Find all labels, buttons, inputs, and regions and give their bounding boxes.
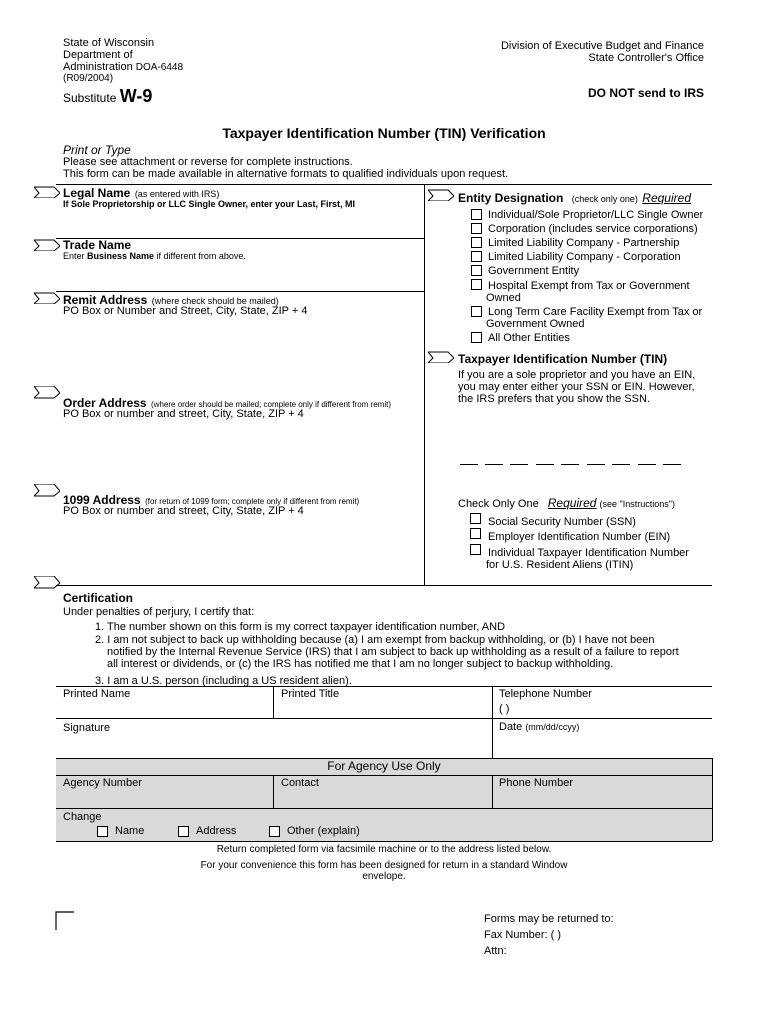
signature-field[interactable] — [63, 735, 488, 755]
address-1099-label: 1099 Address — [63, 493, 141, 507]
change-checkbox-name[interactable] — [97, 826, 108, 837]
entity-option-hospital-cont: Owned — [486, 292, 521, 304]
legal-name-sub: If Sole Proprietorship or LLC Single Owner, enter your Last, First, MI — [63, 199, 356, 209]
window-corner-mark-icon — [55, 911, 75, 931]
sig-divider-1 — [273, 686, 274, 718]
certification-label: Certification — [63, 591, 134, 605]
tin-option-ssn: Social Security Number (SSN) — [488, 516, 636, 528]
agency-right-edge — [712, 758, 713, 841]
certification-item-2: 2. I am not subject to back up withholding because (a) I am exempt from backup withholding, or (b) I have not been notified by the Internal Revenue Service (IRS) that I am subject to back up withholding as a result of a failure to report all interest or dividends, or (c) the IRS has notified me that I am no longer subject to backup withholding. — [95, 634, 679, 670]
change-option-address: Address — [196, 825, 237, 837]
entity-option-llc-corporation: Limited Liability Company - Corporation — [488, 251, 681, 263]
tin-checkbox-ein[interactable] — [470, 528, 481, 539]
certification-under-penalties: Under penalties of perjury, I certify that: — [63, 606, 255, 618]
certification-item-1: 1. The number shown on this form is my correct taxpayer identification number, AND — [95, 621, 506, 633]
rule-certification — [56, 585, 712, 586]
tin-digit-slot — [485, 464, 503, 465]
header-left-block — [63, 37, 183, 84]
agency-row-rule — [56, 808, 712, 809]
tin-digit-slot — [460, 464, 478, 465]
entity-option-all-other: All Other Entities — [488, 332, 570, 344]
section-marker-icon — [428, 187, 454, 201]
footer-return-line: Return completed form via facsimile machine or to the address listed below. — [216, 844, 552, 855]
tin-digit-slot — [510, 464, 528, 465]
entity-checkbox-individual[interactable] — [471, 209, 482, 220]
division-name: Division of Executive Budget and Finance — [500, 40, 704, 52]
agency-phone-label: Phone Number — [499, 777, 573, 789]
order-address-note: (where order should be mailed; complete only if different from remit) — [151, 400, 392, 409]
printed-title-label: Printed Title — [281, 688, 340, 700]
order-address-sub: PO Box or number and street, City, State, ZIP + 4 — [63, 408, 304, 420]
certification-item-3: 3. I am a U.S. person (including a US resident alien). — [95, 675, 352, 687]
header-right-block — [501, 40, 704, 64]
agency-use-header: For Agency Use Only — [327, 759, 441, 773]
order-address-field[interactable] — [63, 422, 418, 482]
tin-option-ein: Employer Identification Number (EIN) — [488, 531, 671, 543]
entity-option-long-term-care-cont: Government Owned — [486, 318, 585, 330]
intro-line-2: This form can be made available in alternative formats to qualified individuals upon request. — [63, 168, 509, 180]
tin-digit-slot — [663, 464, 681, 465]
entity-required: Required — [642, 191, 691, 205]
tin-see-instructions: (see "Instructions") — [599, 499, 675, 509]
footer-convenience: For your convenience this form has been designed for return in a standard Window envelope. — [200, 860, 568, 882]
entity-checkbox-government[interactable] — [471, 265, 482, 276]
entity-option-individual: Individual/Sole Proprietor/LLC Single Owner — [488, 209, 704, 221]
remit-address-field[interactable] — [63, 320, 418, 380]
entity-checkbox-hospital[interactable] — [471, 279, 482, 290]
tin-checkbox-itin[interactable] — [470, 544, 481, 555]
sig-table-mid — [56, 718, 712, 719]
change-option-name: Name — [115, 825, 145, 837]
entity-checkbox-llc-partnership[interactable] — [471, 237, 482, 248]
legal-name-label: Legal Name — [63, 186, 131, 200]
entity-option-hospital: Hospital Exempt from Tax or Government — [488, 280, 690, 292]
section-marker-icon — [34, 184, 60, 198]
agency-divider-2 — [492, 775, 493, 808]
footer-returned-to: Forms may be returned to: — [484, 913, 614, 925]
tin-digit-slot — [587, 464, 605, 465]
controller-office: State Controller's Office — [588, 52, 704, 64]
center-divider — [424, 184, 425, 585]
signature-label: Signature — [63, 722, 111, 734]
change-checkbox-address[interactable] — [178, 826, 189, 837]
agency-header-rule — [56, 775, 712, 776]
remit-address-note: (where check should be mailed) — [151, 296, 279, 306]
tin-digit-slot — [536, 464, 554, 465]
sig-divider-2 — [492, 686, 493, 758]
entity-checkbox-long-term-care[interactable] — [471, 306, 482, 317]
section-marker-icon — [34, 576, 60, 590]
header-department: Department of — [63, 49, 133, 61]
print-or-type: Print or Type — [63, 143, 131, 157]
entity-designation-header — [458, 189, 691, 207]
order-address-label: Order Address — [63, 396, 147, 410]
do-not-send-notice: DO NOT send to IRS — [587, 86, 704, 100]
tin-digit-slot — [612, 464, 630, 465]
footer-fax-number: Fax Number: ( ) — [484, 929, 562, 941]
sig-table-top — [56, 686, 712, 687]
printed-title-field[interactable] — [281, 701, 486, 716]
address-1099-field[interactable] — [63, 519, 418, 579]
agency-divider-1 — [273, 775, 274, 808]
agency-number-label: Agency Number — [63, 777, 142, 789]
change-option-other: Other (explain) — [287, 825, 360, 837]
trade-name-label: Trade Name — [63, 238, 132, 252]
header-state: State of Wisconsin — [63, 37, 155, 49]
tin-check-only-one: Check Only One Required (see "Instructions") — [458, 496, 675, 510]
address-1099-note: (for return of 1099 form; complete only if different from remit) — [145, 497, 360, 506]
entity-option-corporation: Corporation (includes service corporations) — [488, 223, 698, 235]
section-marker-icon — [34, 237, 60, 251]
printed-name-field[interactable] — [63, 701, 268, 716]
tin-option-itin-cont: for U.S. Resident Aliens (ITIN) — [486, 559, 634, 571]
entity-option-government: Government Entity — [488, 265, 580, 277]
footer-attn: Attn: — [484, 945, 507, 957]
agency-number-field[interactable] — [63, 790, 268, 806]
entity-check-only-one: (check only one) — [571, 194, 638, 204]
agency-contact-label: Contact — [281, 777, 319, 789]
w9-label: W-9 — [119, 86, 153, 106]
address-1099-sub: PO Box or number and street, City, State, ZIP + 4 — [63, 505, 304, 517]
entity-checkbox-llc-corporation[interactable] — [471, 251, 482, 262]
section-marker-icon — [34, 484, 60, 498]
telephone-field[interactable]: ( ) — [499, 703, 510, 715]
header-administration: Administration DOA-6448 — [63, 61, 184, 73]
entity-option-llc-partnership: Limited Liability Company - Partnership — [488, 237, 680, 249]
printed-name-label: Printed Name — [63, 688, 131, 700]
date-format: (mm/dd/ccyy) — [525, 722, 580, 732]
form-number: DOA-6448 — [135, 62, 184, 73]
tin-option-itin: Individual Taxpayer Identification Number — [488, 547, 689, 559]
revision-date: (R09/2004) — [63, 73, 114, 84]
tin-label: Taxpayer Identification Number (TIN) — [458, 352, 668, 366]
tin-checkbox-ssn[interactable] — [470, 513, 481, 524]
entity-checkbox-corporation[interactable] — [471, 223, 482, 234]
agency-contact-field[interactable] — [281, 790, 486, 806]
entity-option-long-term-care: Long Term Care Facility Exempt from Tax or — [488, 306, 703, 318]
page-title: Taxpayer Identification Number (TIN) Verification — [222, 125, 546, 141]
section-marker-icon — [34, 290, 60, 304]
legal-name-field[interactable] — [63, 213, 418, 235]
section-marker-icon — [428, 349, 454, 363]
date-label: Date (mm/dd/ccyy) — [499, 721, 580, 733]
trade-name-sub: Enter Business Name if different from above. — [63, 251, 246, 261]
tin-digit-input[interactable] — [460, 454, 685, 466]
legal-name-note: (as entered with IRS) — [134, 189, 220, 199]
date-field[interactable] — [499, 735, 704, 755]
change-checkbox-other[interactable] — [269, 826, 280, 837]
agency-phone-field[interactable] — [499, 790, 704, 806]
tin-description: If you are a sole proprietor and you have an EIN, you may enter either your SSN or EIN. However, the IRS prefers that you show the SSN. — [458, 369, 696, 405]
tin-digit-slot — [561, 464, 579, 465]
tin-required: Required — [547, 496, 597, 510]
telephone-label: Telephone Number — [499, 688, 592, 700]
change-label: Change — [63, 811, 102, 823]
tin-digit-slot — [638, 464, 656, 465]
trade-name-field[interactable] — [63, 264, 418, 288]
section-marker-icon — [34, 386, 60, 400]
entity-designation-label: Entity Designation — [458, 191, 564, 205]
remit-address-label: Remit Address — [63, 293, 148, 307]
remit-address-sub: PO Box or Number and Street, City, State, ZIP + 4 — [63, 305, 308, 317]
substitute-w9: Substitute W-9 — [63, 86, 153, 106]
intro-line-1: Please see attachment or reverse for complete instructions. — [63, 156, 353, 168]
entity-checkbox-all-other[interactable] — [471, 332, 482, 343]
agency-bottom — [56, 841, 712, 842]
